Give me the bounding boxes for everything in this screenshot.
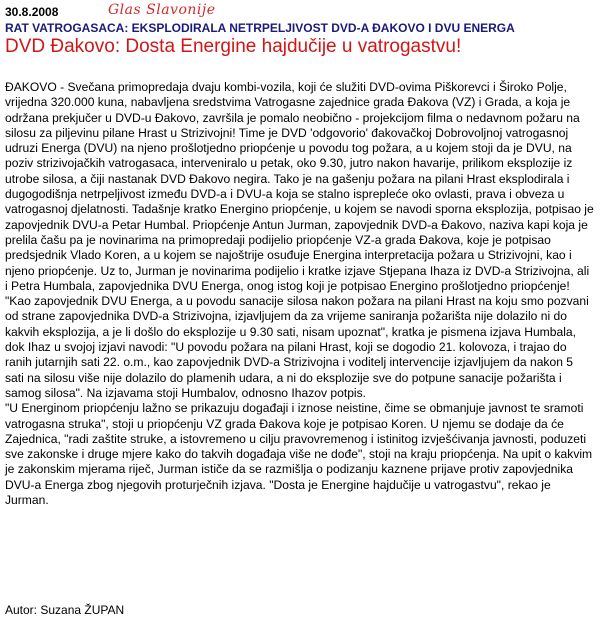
article-author: Autor: Suzana ŽUPAN [5,603,125,617]
article-paragraph: ĐAKOVO - Svečana primopredaja dvaju kombi-vozila, koji će služiti DVD-ovima Piškorevci i Široko Polje, vrijedna 320.000 kuna, nabavljena sredstvima Vatrogasne zajednice grada Đakova (VZ) i Grada, a koja je održana prekjučer u DVD-u Đakovo, završila je pomalo neobično - projekcijom filma o nedavnom požaru na silosu za piljevinu pilane Hrast u Strizivojni! Time je DVD 'odgovorio' đakovačkoj Dobrovoljnoj vatrogasnoj udruzi Energa (DVU) na njeno prošlotjedno priopćenje u povodu tog požara, a u kojem stoji da je DVU, na poziv strizivojačkih vatrogasaca, interveniralo u petak, oko 9.30, jutro nakon havarije, prilikom eksplozije iz utrobe silosa, a čiji nastanak DVD Đakovo negira. Tako je na gašenju požara na pilani Hrast eksplodirala i dugogodišnja netrpeljivost između DVD-a i DVU-a koja se stalno isprepleće oko ovlasti, prava i obveza u vatrogasnoj djelatnosti. Tadašnje kratko Energino priopćenje, u kojem se navodi sporna eksplozija, potpisao je zapovjednik DVU-a Petar Humbal. Priopćenje Antun Jurman, zapovjednik DVD-a Đakovo, naziva kapi koja je prelila čašu pa je novinarima na primopredaji podijelio priopćenje VZ-a grada Đakova, koje je potpisao predsjednik Vlado Koren, a u kojem se najoštrije osuđuje Energina interpretacija požara u Strizivojni, kao i njeno priopćenje. Uz to, Jurman je novinarima podijelio i kratke izjave Stjepana Ihaza iz DVD-a Strizivojna, ali i Petra Humbala, zapovjednika DVU Energa, onog istog koji je potpisao Energino prošlotjedno priopćenje! [5,80,594,293]
newspaper-masthead: Glas Slavonije [108,2,216,18]
article-headline: DVD Đakovo: Dosta Energine hajdučije u vatrogastvu! [5,36,462,57]
article-paragraph: "U Energinom priopćenju lažno se prikazuju događaji i iznose neistine, čime se obmanjuje javnost te sramoti vatrogasna struka", stoji u priopćenju VZ grada Đakova koje je potpisao Koren. U njemu se dodaje da će Zajednica, "radi zaštite struke, a istovremeno u cilju pravovremenog i istinitog izvješćivanja javnosti, poduzeti sve zakonske i druge mjere kako do takvih događaja više ne dođe", stoji na kraju priopćenja. Na upit o kakvim je zakonskim mjerama riječ, Jurman ističe da se razmišlja o podizanju kaznene prijave protiv zapovjednika DVU-a Energa zbog njegovih proturječnih izjava. "Dosta je Energine hajdučije u vatrogastvu", rekao je Jurman. [5,401,593,508]
article-date: 30.8.2008 [5,5,59,19]
article-kicker: RAT VATROGASACA: EKSPLODIRALA NETRPELJIVOST DVD-A ĐAKOVO I DVU ENERGA [5,21,515,35]
article-body [5,80,595,508]
article-paragraph: "Kao zapovjednik DVU Energa, a u povodu sanacije silosa nakon požara na pilani Hrast na koju smo pozvani od strane zapovjednika DVD-a Strizivojna, izjavljujem da za vrijeme saniranja požarišta nije dolazilo ni do kakvih eksplozija, a je li došlo do eksplozije u 9.30 sati, nisam upoznat", kratka je pismena izjava Humbala, dok Ihaz u svojoj izjavi navodi: "U povodu požara na pilani Hrast, koji se dogodio 21. kolovoza, i trajao do ranih jutarnjih sati 22. o.m., kao zapovjednik DVD-a Strizivojna i voditelj intervencije izjavljujem da nakon 5 sati na silosu više nije dolazilo do plamenih udara, a ni do eksplozije sve do potpune sanacije požarišta i samog silosa". Na izjavama stoji Humbalov, odnosno Ihazov potpis. [5,294,589,400]
